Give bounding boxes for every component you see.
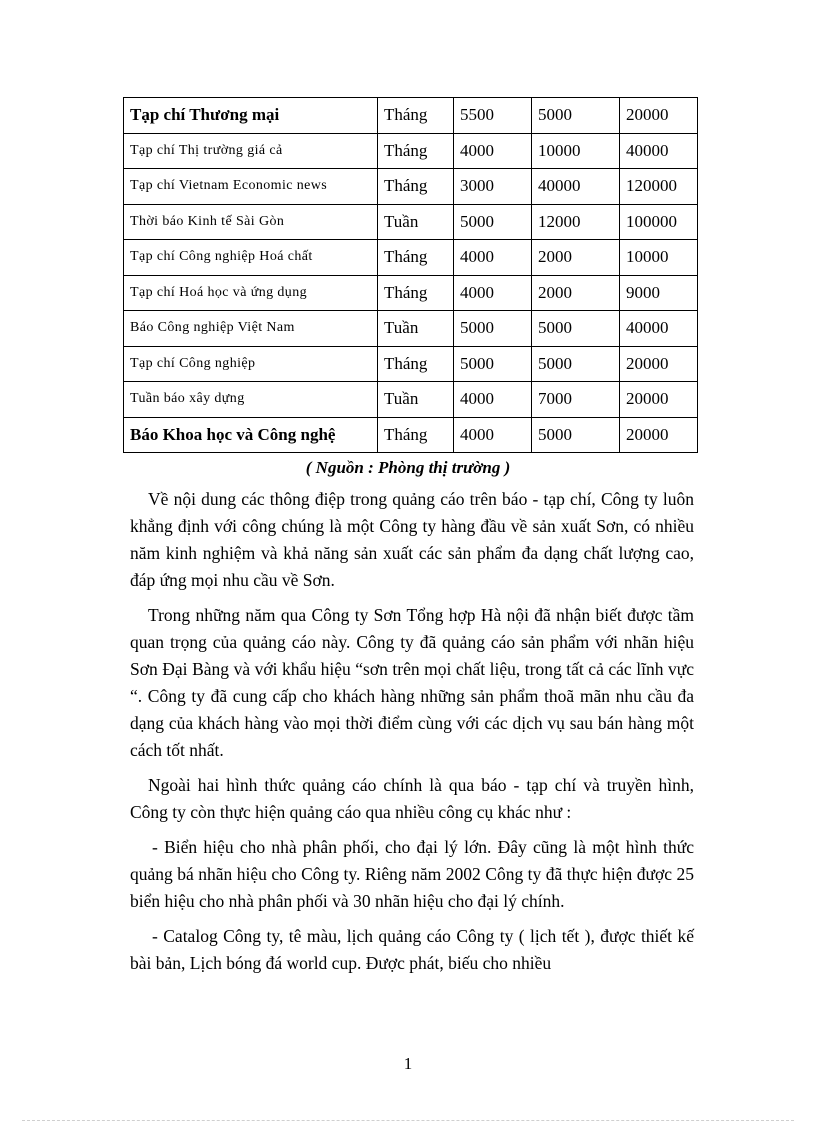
value-cell: 4000 xyxy=(454,382,532,418)
value-cell: 20000 xyxy=(620,346,698,382)
value-cell: 20000 xyxy=(620,382,698,418)
value-cell: 3000 xyxy=(454,169,532,205)
value-cell: 5000 xyxy=(454,346,532,382)
publication-frequency: Tháng xyxy=(378,240,454,276)
table-row xyxy=(124,98,698,134)
value-cell: 120000 xyxy=(620,169,698,205)
value-cell: 10000 xyxy=(532,133,620,169)
publication-name: Tạp chí Công nghiệp Hoá chất xyxy=(124,240,378,276)
publication-frequency: Tháng xyxy=(378,133,454,169)
value-cell: 2000 xyxy=(532,240,620,276)
publication-name: Báo Khoa học và Công nghệ xyxy=(124,417,378,453)
value-cell: 4000 xyxy=(454,417,532,453)
table-row xyxy=(124,417,698,453)
value-cell: 20000 xyxy=(620,417,698,453)
value-cell: 5500 xyxy=(454,98,532,134)
value-cell: 4000 xyxy=(454,275,532,311)
value-cell: 40000 xyxy=(620,133,698,169)
paragraph: Trong những năm qua Công ty Sơn Tổng hợp Hà nội đã nhận biết được tầm quan trọng của quảng cáo này. Công ty đã quảng cáo sản phẩm với nhãn hiệu Sơn Đại Bàng và với khẩu hiệu “sơn trên mọi chất liệu, trong tất cả các lĩnh vực “. Công ty đã cung cấp cho khách hàng những sản phẩm thoã mãn nhu cầu đa dạng của khách hàng vào mọi thời điểm cùng với các dịch vụ sau bán hàng một cách tốt nhất. xyxy=(130,605,694,760)
publication-name: Báo Công nghiệp Việt Nam xyxy=(124,311,378,347)
publication-frequency: Tuần xyxy=(378,382,454,418)
value-cell: 9000 xyxy=(620,275,698,311)
value-cell: 40000 xyxy=(532,169,620,205)
value-cell: 4000 xyxy=(454,133,532,169)
table-row xyxy=(124,311,698,347)
value-cell: 4000 xyxy=(454,240,532,276)
value-cell: 5000 xyxy=(454,311,532,347)
value-cell: 5000 xyxy=(532,311,620,347)
value-cell: 7000 xyxy=(532,382,620,418)
table-row xyxy=(124,346,698,382)
paragraph: Ngoài hai hình thức quảng cáo chính là qua báo - tạp chí và truyền hình, Công ty còn thực hiện quảng cáo qua nhiều công cụ khác như : xyxy=(130,775,694,822)
publication-name: Tuần báo xây dựng xyxy=(124,382,378,418)
publication-name: Tạp chí Công nghiệp xyxy=(124,346,378,382)
value-cell: 2000 xyxy=(532,275,620,311)
value-cell: 5000 xyxy=(454,204,532,240)
paragraph-bullet: - Catalog Công ty, tê màu, lịch quảng cáo Công ty ( lịch tết ), được thiết kế bài bản, Lịch bóng đá world cup. Được phát, biếu cho nhiều xyxy=(130,926,694,973)
publication-frequency: Tuần xyxy=(378,311,454,347)
table-row xyxy=(124,240,698,276)
publication-frequency: Tháng xyxy=(378,417,454,453)
publication-name: Thời báo Kinh tế Sài Gòn xyxy=(124,204,378,240)
value-cell: 5000 xyxy=(532,346,620,382)
table-source-note: ( Nguồn : Phòng thị trường ) xyxy=(305,458,511,477)
publication-table xyxy=(123,97,698,453)
publication-frequency: Tháng xyxy=(378,169,454,205)
value-cell: 5000 xyxy=(532,417,620,453)
value-cell: 10000 xyxy=(620,240,698,276)
publication-name: Tạp chí Vietnam Economic news xyxy=(124,169,378,205)
value-cell: 5000 xyxy=(532,98,620,134)
publication-name: Tạp chí Thị trường giá cả xyxy=(124,133,378,169)
table-row xyxy=(124,275,698,311)
publication-frequency: Tháng xyxy=(378,275,454,311)
publication-name: Tạp chí Thương mại xyxy=(124,98,378,134)
publication-frequency: Tháng xyxy=(378,346,454,382)
value-cell: 40000 xyxy=(620,311,698,347)
page-bottom-divider xyxy=(22,1120,794,1121)
paragraph-bullet: - Biển hiệu cho nhà phân phối, cho đại lý lớn. Đây cũng là một hình thức quảng bá nhãn hiệu cho Công ty. Riêng năm 2002 Công ty đã thực hiện được 25 biển hiệu cho nhà phân phối và 30 nhãn hiệu cho đại lý chính. xyxy=(130,837,694,911)
table-row xyxy=(124,204,698,240)
table-row xyxy=(124,169,698,205)
table-row xyxy=(124,382,698,418)
page-number: 1 xyxy=(403,1054,413,1073)
publication-name: Tạp chí Hoá học và ứng dụng xyxy=(124,275,378,311)
publication-frequency: Tháng xyxy=(378,98,454,134)
value-cell: 12000 xyxy=(532,204,620,240)
value-cell: 100000 xyxy=(620,204,698,240)
publication-frequency: Tuần xyxy=(378,204,454,240)
body-text xyxy=(130,486,694,985)
paragraph: Về nội dung các thông điệp trong quảng cáo trên báo - tạp chí, Công ty luôn khẳng định với công chúng là một Công ty hàng đầu về sản xuất Sơn, có nhiều năm kinh nghiệm và khả năng sản xuất các sản phẩm đa dạng chất lượng cao, đáp ứng mọi nhu cầu về Sơn. xyxy=(130,489,694,590)
table-row xyxy=(124,133,698,169)
value-cell: 20000 xyxy=(620,98,698,134)
